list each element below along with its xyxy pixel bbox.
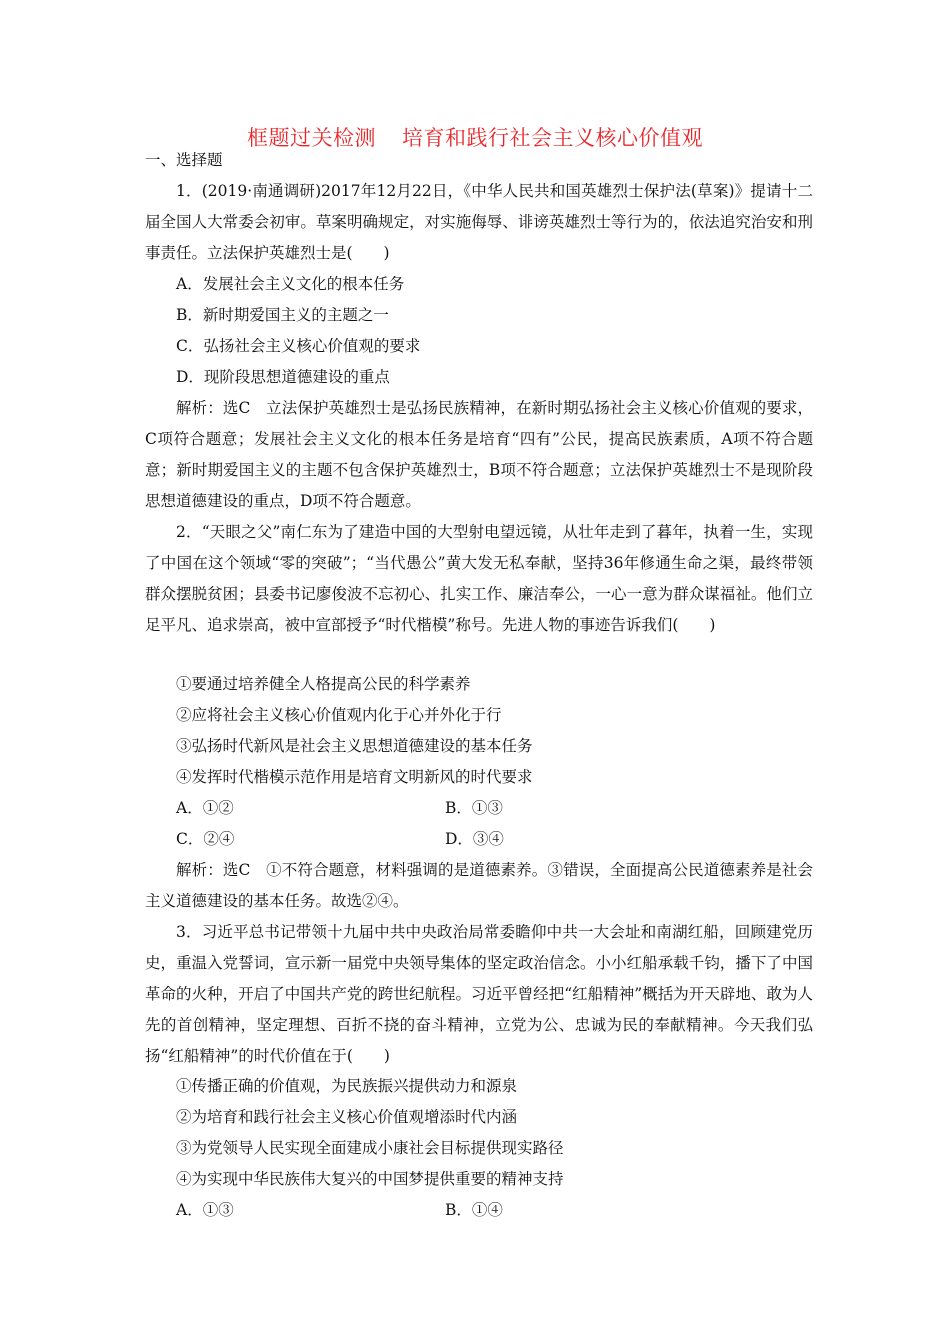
- q1-option-b: B．新时期爱国主义的主题之一: [176, 306, 389, 324]
- q3-option-a: A．①③: [176, 1201, 234, 1219]
- q1-stem: 1．(2019·南通调研)2017年12月22日，《中华人民共和国英雄烈士保护法(草案)》提请十二届全国人大常委会初审。草案明确规定，对实施侮辱、诽谤英雄烈士等行为的，依法追究治安和刑事责任。立法保护英雄烈士是( ): [145, 182, 813, 262]
- q1-option-d: D．现阶段思想道德建设的重点: [176, 368, 390, 386]
- q2-option-d: D．③④: [445, 830, 504, 848]
- q2-item-1: ①要通过培养健全人格提高公民的科学素养: [176, 675, 471, 693]
- q2-item-3: ③弘扬时代新风是社会主义思想道德建设的基本任务: [176, 737, 533, 755]
- q2-item-4: ④发挥时代楷模示范作用是培育文明新风的时代要求: [176, 768, 533, 786]
- q1-option-c: C．弘扬社会主义核心价值观的要求: [176, 337, 421, 355]
- q3-option-b: B．①④: [445, 1201, 503, 1219]
- q3-item-3: ③为党领导人民实现全面建成小康社会目标提供现实路径: [176, 1139, 564, 1157]
- q2-stem: 2．“天眼之父”南仁东为了建造中国的大型射电望远镜，从壮年走到了暮年，执着一生，实现了中国在这个领域“零的突破”；“当代愚公”黄大发无私奉献，坚持36年修通生命之渠，最终带领群众摆脱贫困；县委书记廖俊波不忘初心、扎实工作、廉洁奉公，一心一意为群众谋福祉。他们立足平凡、追求崇高，被中宣部授予“时代楷模”称号。先进人物的事迹告诉我们( ): [145, 523, 813, 634]
- title-part1: 框题过关检测: [247, 126, 376, 150]
- section-heading: 一、选择题: [145, 151, 223, 169]
- q1-option-a: A．发展社会主义文化的根本任务: [176, 275, 405, 293]
- q1-analysis: 解析：选C 立法保护英雄烈士是弘扬民族精神，在新时期弘扬社会主义核心价值观的要求，C项符合题意；发展社会主义文化的根本任务是培育“四有”公民，提高民族素质，A项不符合题意；新时期爱国主义的主题不包含保护英雄烈士，B项不符合题意；立法保护英雄烈士不是现阶段思想道德建设的重点，D项不符合题意。: [145, 399, 813, 510]
- q3-item-1: ①传播正确的价值观，为民族振兴提供动力和源泉: [176, 1077, 518, 1095]
- q3-item-2: ②为培育和践行社会主义核心价值观增添时代内涵: [176, 1108, 518, 1126]
- q2-analysis: 解析：选C ①不符合题意，材料强调的是道德素养。③错误，全面提高公民道德素养是社会主义道德建设的基本任务。故选②④。: [145, 861, 813, 910]
- q3-item-4: ④为实现中华民族伟大复兴的中国梦提供重要的精神支持: [176, 1170, 564, 1188]
- q2-option-c: C．②④: [176, 830, 235, 848]
- q2-option-a: A．①②: [176, 799, 234, 817]
- title-part2: 培育和践行社会主义核心价值观: [402, 126, 703, 150]
- q3-stem: 3．习近平总书记带领十九届中共中央政治局常委瞻仰中共一大会址和南湖红船，回顾建党历史，重温入党誓词，宣示新一届党中央领导集体的坚定政治信念。小小红船承载千钧，播下了中国革命的火种，开启了中国共产党的跨世纪航程。习近平曾经把“红船精神”概括为开天辟地、敢为人先的首创精神，坚定理想、百折不挠的奋斗精神，立党为公、忠诚为民的奉献精神。今天我们弘扬“红船精神”的时代价值在于( ): [145, 923, 813, 1065]
- q2-option-b: B．①③: [445, 799, 503, 817]
- q2-item-2: ②应将社会主义核心价值观内化于心并外化于行: [176, 706, 502, 724]
